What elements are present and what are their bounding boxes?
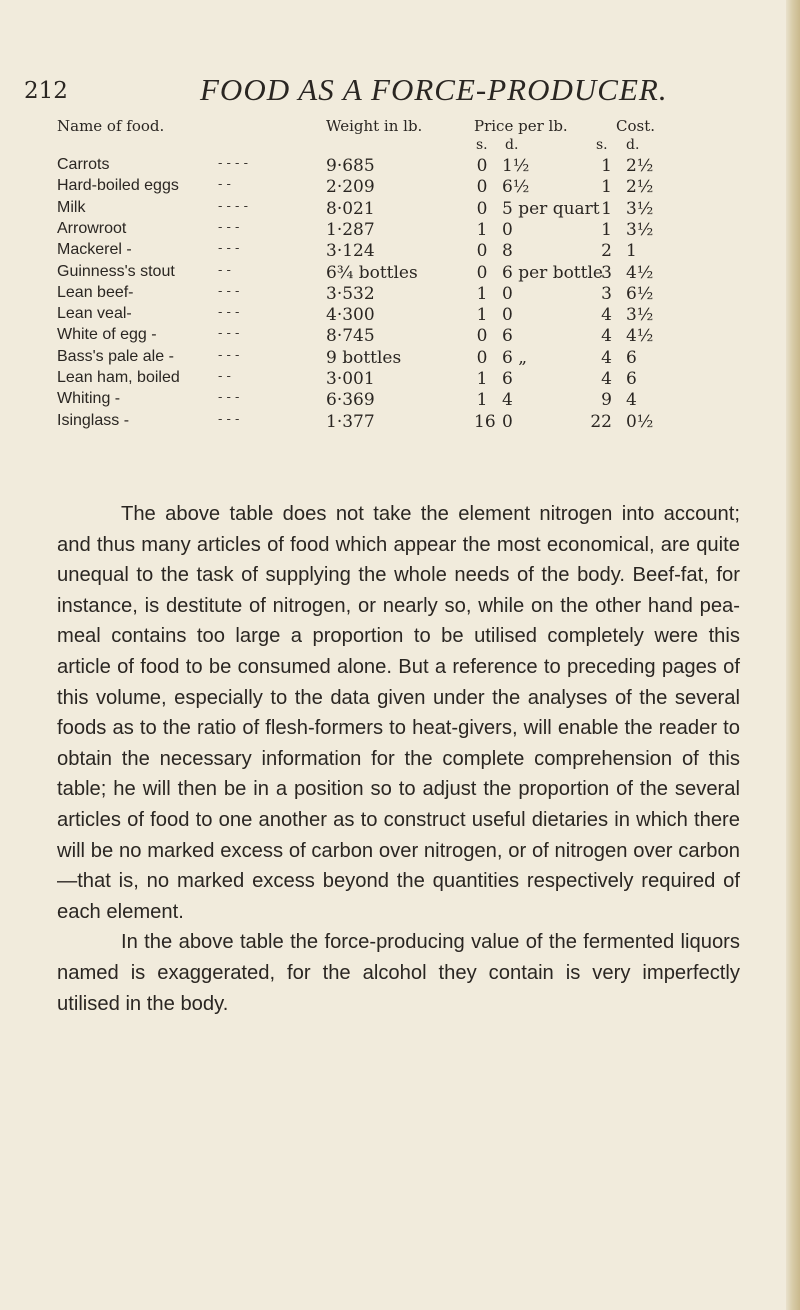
cost-pence-cell: 6 <box>626 369 637 389</box>
food-name-cell: Carrots <box>57 156 110 173</box>
price-pence-cell: 6 <box>502 369 513 389</box>
food-name-cell: Hard-boiled eggs <box>57 177 179 195</box>
price-shillings-cell: 1 <box>476 305 488 326</box>
cost-shillings-cell: 4 <box>601 305 612 326</box>
food-name-cell: Arrowroot <box>57 219 127 237</box>
leader-dashes: - - <box>218 177 231 193</box>
food-name-cell: Guinness's stout <box>57 262 175 280</box>
price-shillings-cell: 1 <box>476 283 488 304</box>
price-shillings-cell: 1 <box>476 369 488 389</box>
leader-dashes: - - - <box>218 347 240 363</box>
weight-cell: 6·369 <box>326 390 375 411</box>
price-pence-cell: 1½ <box>502 156 530 176</box>
food-name-cell: Lean veal- <box>57 305 132 323</box>
cost-pence-cell: 2½ <box>626 156 654 176</box>
cost-pence-cell: 3½ <box>626 305 654 326</box>
price-shillings-cell: 0 <box>476 177 488 198</box>
table-row <box>0 263 800 285</box>
price-shillings-cell: 0 <box>476 326 488 347</box>
subheader-cost-s: s. <box>596 137 608 153</box>
price-pence-cell: 0 <box>502 219 513 240</box>
price-pence-cell: 6 per bottle <box>502 262 603 283</box>
price-pence-cell: 0 <box>502 305 513 326</box>
weight-cell: 9 bottles <box>326 347 402 368</box>
weight-cell: 3·001 <box>326 369 375 389</box>
price-pence-cell: 0 <box>502 283 513 304</box>
weight-cell: 1·287 <box>326 219 375 240</box>
weight-cell: 9·685 <box>326 156 375 176</box>
cost-shillings-cell: 1 <box>601 177 612 198</box>
weight-cell: 3·124 <box>326 241 375 262</box>
cost-pence-cell: 3½ <box>626 219 654 240</box>
leader-dashes: - - - <box>218 283 240 299</box>
table-row <box>0 199 800 221</box>
weight-cell: 4·300 <box>326 305 375 326</box>
cost-pence-cell: 6 <box>626 347 637 368</box>
cost-shillings-cell: 1 <box>601 219 612 240</box>
food-name-cell: White of egg - <box>57 326 157 344</box>
weight-cell: 3·532 <box>326 283 375 304</box>
cost-shillings-cell: 4 <box>601 326 612 347</box>
body-text <box>57 499 740 1019</box>
price-pence-cell: 6½ <box>502 177 530 198</box>
leader-dashes: - - - <box>218 326 240 342</box>
price-shillings-cell: 0 <box>476 347 488 368</box>
price-shillings-cell: 1 <box>476 219 488 240</box>
cost-pence-cell: 4½ <box>626 262 654 283</box>
cost-pence-cell: 3½ <box>626 198 654 219</box>
table-row <box>0 284 800 306</box>
table-row <box>0 390 800 412</box>
leader-dashes: - - - <box>218 390 240 406</box>
paragraph: In the above table the force-producing value of the fermented liquors named is exaggerated, for the alcohol they contain is very imperfectly utilised in the body. <box>57 931 740 1015</box>
cost-pence-cell: 4 <box>626 390 637 411</box>
subheader-price-d: d. <box>505 137 519 153</box>
weight-cell: 2·209 <box>326 177 375 198</box>
price-pence-cell: 5 per quart <box>502 198 600 219</box>
cost-shillings-cell: 3 <box>601 283 612 304</box>
running-head: FOOD AS A FORCE-PRODUCER. <box>200 72 668 107</box>
leader-dashes: - - - - <box>218 156 248 171</box>
cost-shillings-cell: 1 <box>601 156 612 176</box>
header-cost: Cost. <box>616 117 656 135</box>
subheader-cost-d: d. <box>626 137 640 153</box>
price-shillings-cell: 0 <box>476 241 488 262</box>
cost-shillings-cell: 22 <box>590 411 612 432</box>
cost-pence-cell: 1 <box>626 241 637 262</box>
price-shillings-cell: 1 <box>476 390 488 411</box>
table-row <box>0 326 800 348</box>
cost-pence-cell: 2½ <box>626 177 654 198</box>
table-row <box>0 241 800 263</box>
cost-shillings-cell: 4 <box>601 369 612 389</box>
page-header <box>24 72 764 112</box>
food-name-cell: Lean beef- <box>57 283 134 301</box>
cost-shillings-cell: 3 <box>601 262 612 283</box>
cost-pence-cell: 6½ <box>626 283 654 304</box>
cost-pence-cell: 4½ <box>626 326 654 347</box>
price-pence-cell: 8 <box>502 241 513 262</box>
subheader-price-s: s. <box>476 137 488 153</box>
price-shillings-cell: 0 <box>476 156 488 176</box>
cost-shillings-cell: 4 <box>601 347 612 368</box>
header-price: Price per lb. <box>474 117 568 135</box>
price-pence-cell: 0 <box>502 411 513 432</box>
weight-cell: 8·021 <box>326 198 375 219</box>
table-row <box>0 305 800 327</box>
page-number: 212 <box>24 78 68 104</box>
food-name-cell: Bass's pale ale - <box>57 347 174 365</box>
leader-dashes: - - - <box>218 411 240 427</box>
cost-shillings-cell: 1 <box>601 198 612 219</box>
cost-shillings-cell: 2 <box>601 241 612 262</box>
leader-dashes: - - <box>218 369 231 384</box>
price-pence-cell: 4 <box>502 390 513 411</box>
table-row <box>0 177 800 199</box>
price-shillings-cell: 0 <box>476 262 488 283</box>
leader-dashes: - - - <box>218 219 240 235</box>
price-shillings-cell: 16 <box>474 411 496 432</box>
header-name-of-food: Name of food. <box>57 117 165 135</box>
leader-dashes: - - <box>218 262 231 278</box>
weight-cell: 6¾ bottles <box>326 262 418 283</box>
table-row <box>0 412 800 434</box>
food-name-cell: Whiting - <box>57 390 121 408</box>
food-name-cell: Mackerel - <box>57 241 132 259</box>
cost-pence-cell: 0½ <box>626 411 654 432</box>
price-pence-cell: 6 <box>502 326 513 347</box>
table-row <box>0 369 800 391</box>
cost-shillings-cell: 9 <box>601 390 612 411</box>
leader-dashes: - - - <box>218 241 240 257</box>
price-pence-cell: 6 „ <box>502 347 528 368</box>
food-name-cell: Lean ham, boiled <box>57 369 180 386</box>
weight-cell: 1·377 <box>326 411 375 432</box>
weight-cell: 8·745 <box>326 326 375 347</box>
header-weight: Weight in lb. <box>326 117 423 135</box>
leader-dashes: - - - <box>218 305 240 321</box>
table-row <box>0 348 800 370</box>
table-row <box>0 156 800 178</box>
food-name-cell: Milk <box>57 198 86 216</box>
price-shillings-cell: 0 <box>476 198 488 219</box>
table-row <box>0 220 800 242</box>
paragraph: The above table does not take the element nitrogen into account; and thus many articles of food which appear the most economical, are quite unequal to the task of supplying the whole needs of the body. Beef-fat, for instance, is destitute of nitrogen, or nearly so, while on the other hand pea-meal contains too large a proportion to be utilised completely were this article of food to be consumed alone. But a reference to preceding pages of this volume, especially to the data given under the analyses of the several foods as to the ratio of flesh-formers to heat-givers, will enable the reader to obtain the necessary information for the complete comprehension of this table; he will then be in a position so to adjust the proportion of the several articles of food to one another as to construct useful dietaries in which there will be no marked excess of carbon over nitrogen, or of nitrogen over carbon—that is, no marked excess beyond the quantities respectively required of each element. <box>57 503 740 923</box>
food-name-cell: Isinglass - <box>57 411 130 429</box>
leader-dashes: - - - - <box>218 198 248 214</box>
